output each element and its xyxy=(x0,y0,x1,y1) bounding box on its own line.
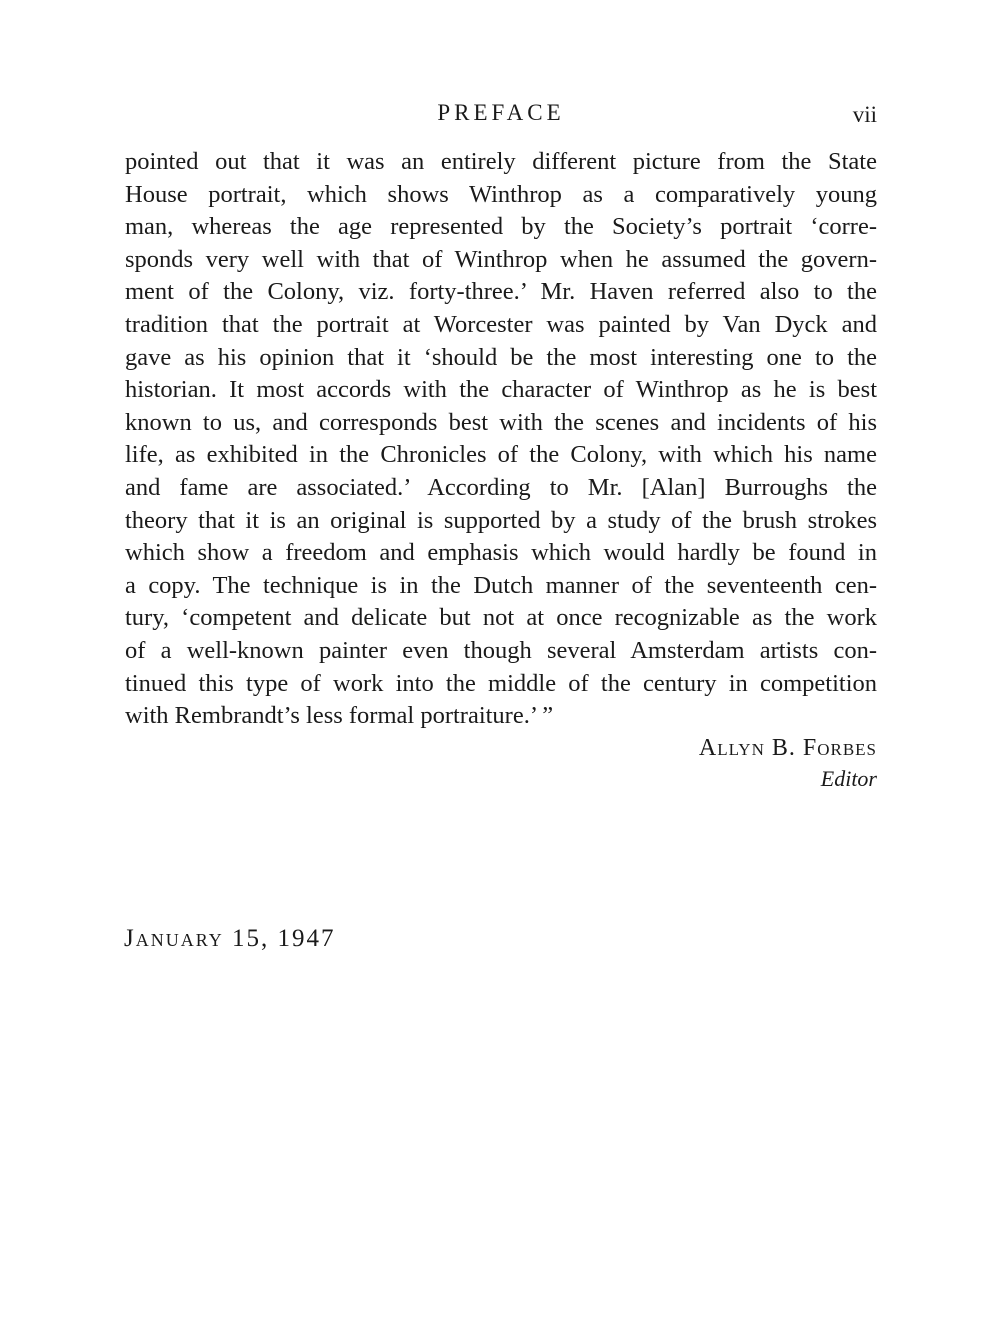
text-line: life, as exhibited in the Chronicles of the Colony, with which his name xyxy=(125,441,877,469)
signature-block xyxy=(699,732,877,794)
text-line: with Rembrandt’s less formal portraiture.’ ” xyxy=(125,702,554,730)
text-line: House portrait, which shows Winthrop as a comparatively young xyxy=(125,180,877,208)
text-line: which show a freedom and emphasis which would hardly be found in xyxy=(125,539,877,567)
text-line: theory that it is an original is supported by a study of the brush strokes xyxy=(125,506,877,534)
dateline: January 15, 1947 xyxy=(124,925,336,952)
text-line: of a well-known painter even though several Amsterdam artists con- xyxy=(125,636,877,664)
text-line: tradition that the portrait at Worcester was painted by Van Dyck and xyxy=(125,310,877,338)
text-line: ment of the Colony, viz. forty-three.’ Mr. Haven referred also to the xyxy=(125,278,877,306)
text-line: and fame are associated.’ According to Mr. [Alan] Burroughs the xyxy=(125,473,877,501)
text-line: sponds very well with that of Winthrop when he assumed the govern- xyxy=(125,245,877,273)
text-line: pointed out that it was an entirely different picture from the State xyxy=(125,148,877,175)
running-title: PREFACE xyxy=(437,100,565,125)
text-line: gave as his opinion that it ‘should be the most interesting one to the xyxy=(125,343,877,371)
text-line: tury, ‘competent and delicate but not at once recognizable as the work xyxy=(125,604,877,632)
text-line: tinued this type of work into the middle of the century in competition xyxy=(125,669,877,697)
page-number: vii xyxy=(852,102,877,127)
text-line: historian. It most accords with the character of Winthrop as he is best xyxy=(125,376,877,404)
text-line: a copy. The technique is in the Dutch manner of the seventeenth cen- xyxy=(125,571,877,599)
body-paragraph xyxy=(125,146,877,733)
running-head xyxy=(125,100,877,132)
signature-name: Allyn B. Forbes xyxy=(698,735,877,761)
signature-title: Editor xyxy=(820,766,877,791)
text-line: known to us, and corresponds best with the scenes and incidents of his xyxy=(125,408,877,436)
text-line: man, whereas the age represented by the Society’s portrait ‘corre- xyxy=(125,213,877,241)
